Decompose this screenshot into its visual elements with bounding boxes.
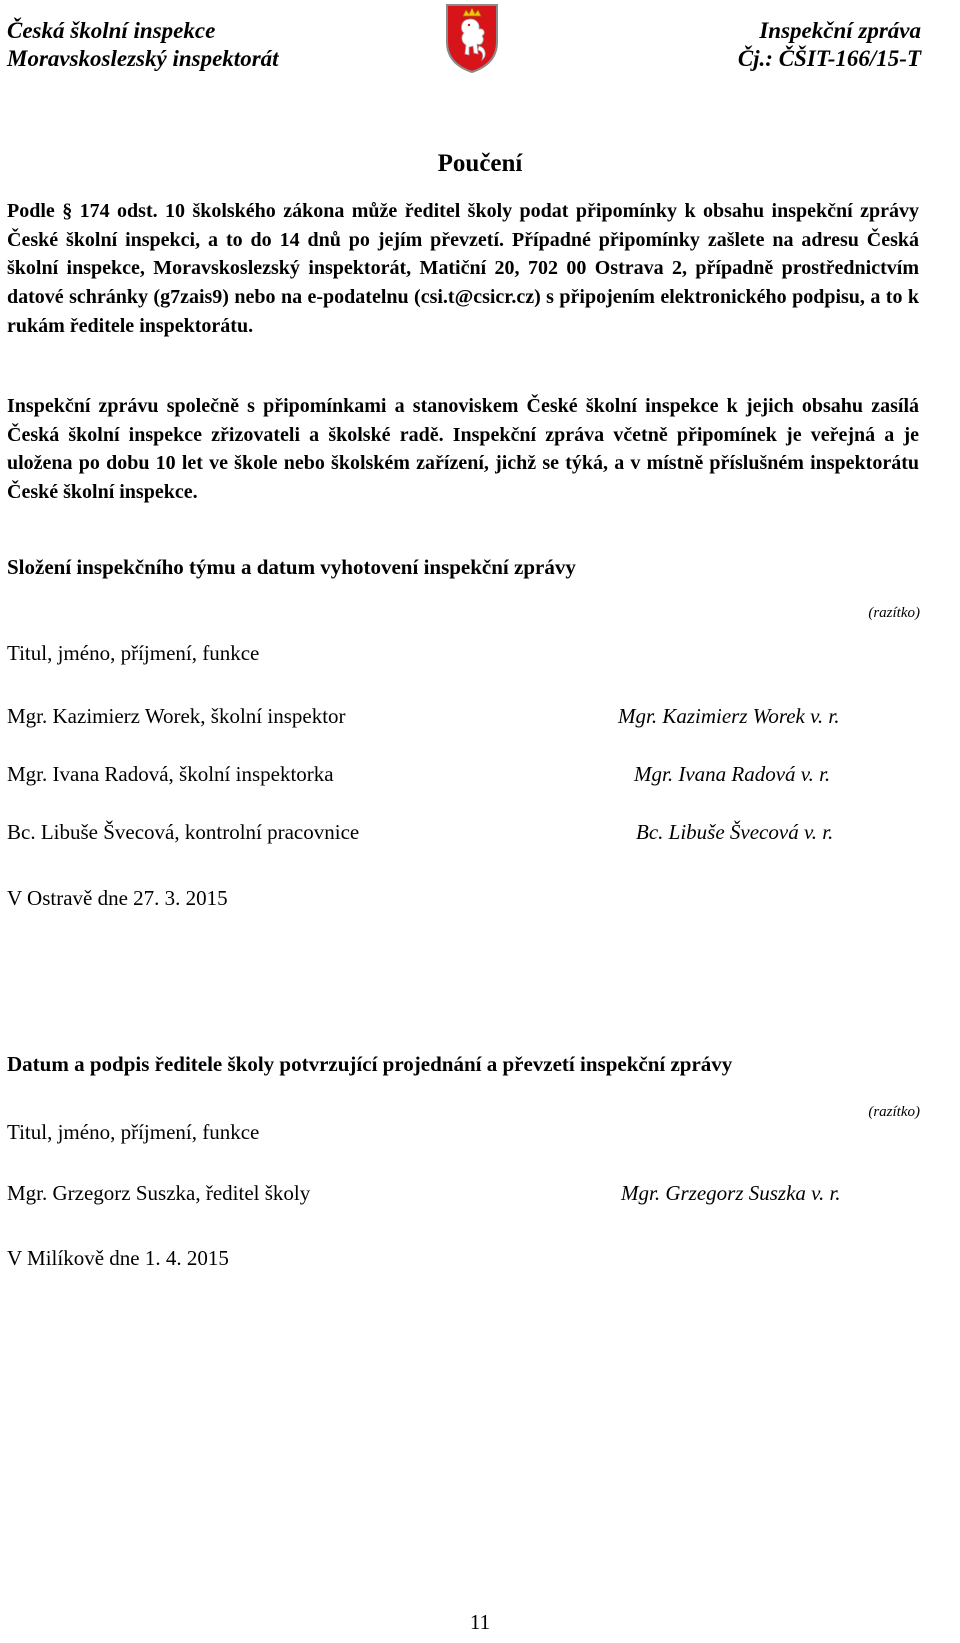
distribution-paragraph: Inspekční zprávu společně s připomínkami a stanoviskem České školní inspekce k jejich obsahu zasílá Česká školní inspekce zřizovateli a školské radě. Inspekční zpráva včetně připomínek je veřejná a je uložena po dobu 10 let ve škole nebo školském zařízení, jichž se týká, a v místně příslušném inspektorátu České školní inspekce. <box>7 395 919 504</box>
czech-coat-of-arms-icon <box>444 2 500 74</box>
header-institution: Česká školní inspekce <box>7 18 216 43</box>
page-number: 11 <box>469 1610 491 1634</box>
team-member-signature: Mgr. Kazimierz Worek v. r. <box>618 704 840 728</box>
team-section-heading: Složení inspekčního týmu a datum vyhotovení inspekční zprávy <box>7 555 576 579</box>
header-left <box>7 17 279 73</box>
director-name: Mgr. Grzegorz Suszka, ředitel školy <box>7 1181 311 1205</box>
director-stamp-placeholder: (razítko) <box>868 1104 920 1120</box>
page-title: Poučení <box>437 150 523 177</box>
team-member-signature: Bc. Libuše Švecová v. r. <box>636 820 834 844</box>
director-column-label: Titul, jméno, příjmení, funkce <box>7 1120 260 1144</box>
instruction-paragraph: Podle § 174 odst. 10 školského zákona může ředitel školy podat připomínky k obsahu inspekční zprávy České školní inspekci, a to do 14 dnů po jejím převzetí. Případné připomínky zašlete na adresu Česká školní inspekce, Moravskoslezský inspektorát, Matiční 20, 702 00 Ostrava 2, případně prostřednictvím datové schránky (g7zais9) nebo na e-podatelnu (csi.t@csicr.cz) s připojením elektronického podpisu, a to k rukám ředitele inspektorátu. <box>7 200 919 337</box>
header-inspectorate: Moravskoslezský inspektorát <box>7 46 279 71</box>
team-stamp-placeholder: (razítko) <box>868 605 920 621</box>
team-place-date: V Ostravě dne 27. 3. 2015 <box>7 886 228 910</box>
header-right <box>738 17 921 73</box>
team-column-label: Titul, jméno, příjmení, funkce <box>7 641 260 665</box>
director-signature: Mgr. Grzegorz Suszka v. r. <box>621 1181 841 1205</box>
director-section-heading: Datum a podpis ředitele školy potvrzující projednání a převzetí inspekční zprávy <box>7 1052 733 1076</box>
team-member-name: Mgr. Kazimierz Worek, školní inspektor <box>7 704 346 728</box>
header-report-type: Inspekční zpráva <box>759 18 921 43</box>
header-reference-number: Čj.: ČŠIT-166/15-T <box>737 46 921 71</box>
team-member-name: Mgr. Ivana Radová, školní inspektorka <box>7 762 334 786</box>
director-place-date: V Milíkově dne 1. 4. 2015 <box>7 1246 229 1270</box>
team-member-signature: Mgr. Ivana Radová v. r. <box>634 762 831 786</box>
team-member-name: Bc. Libuše Švecová, kontrolní pracovnice <box>7 820 360 844</box>
